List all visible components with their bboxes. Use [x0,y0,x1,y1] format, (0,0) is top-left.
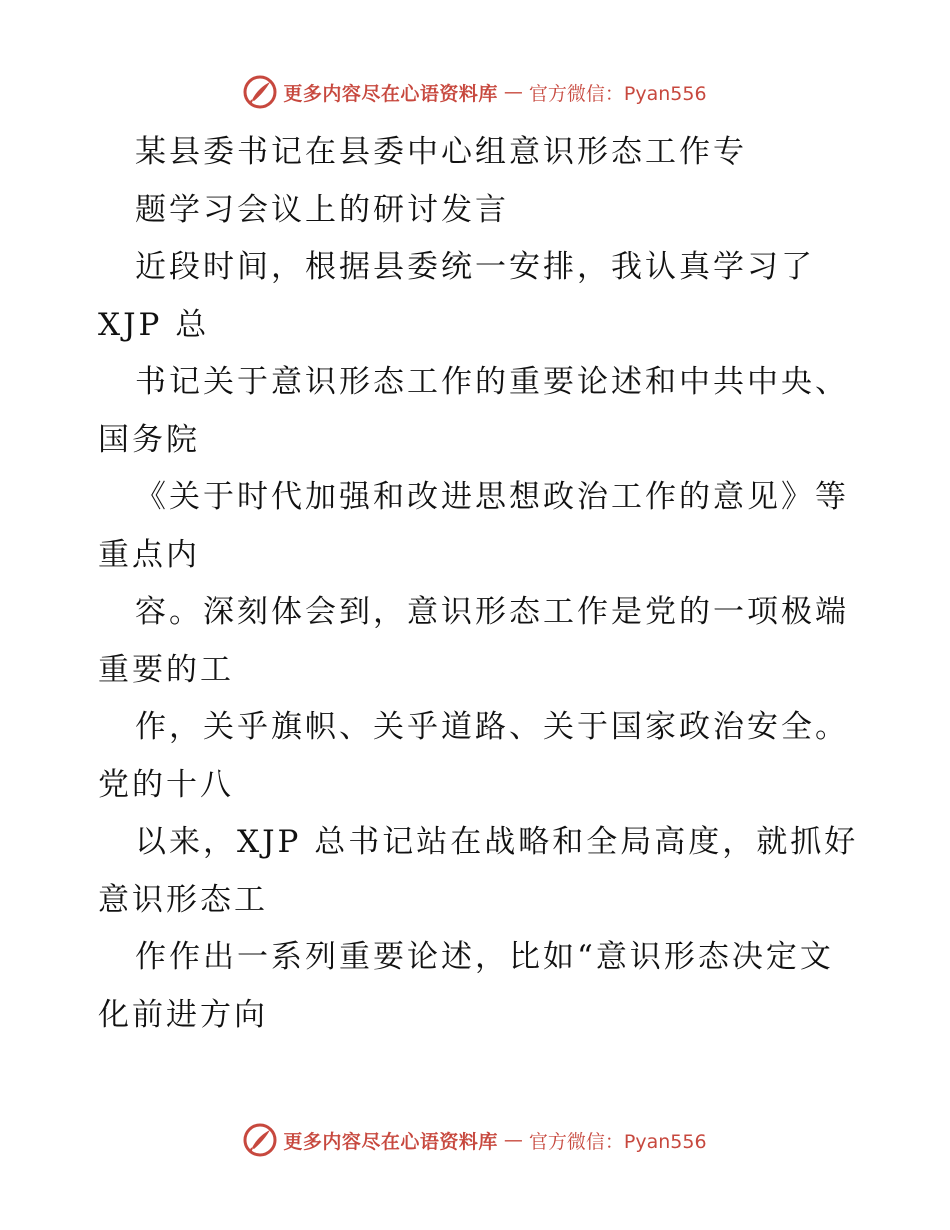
text-line: 书记关于意识形态工作的重要论述和中共中央、 [135,364,849,400]
footer-watermark [0,1120,950,1160]
text-line: 重点内 [98,536,200,573]
text-line: 党的十八 [98,766,234,803]
watermark-text: 更多内容尽在心语资料库 [283,1130,498,1153]
text-line: 某县委书记在县委中心组意识形态工作专 [135,134,747,170]
watermark-separator: — [503,81,523,103]
text-line: XJP 总 [98,306,210,343]
text-line: 国务院 [98,421,200,458]
quill-logo-icon [243,1123,277,1157]
text-line: 容。深刻体会到，意识形态工作是党的一项极端 [135,594,849,630]
watermark-suffix: 官方微信：Pyan556 [528,82,707,105]
header-watermark [0,72,950,112]
watermark-suffix: 官方微信：Pyan556 [528,1130,707,1153]
text-line: 意识形态工 [98,881,268,918]
text-line: 以来，XJP 总书记站在战略和全局高度，就抓好 [135,824,859,860]
text-line: 化前进方向 [98,996,268,1033]
text-line: 近段时间，根据县委统一安排，我认真学习了 [135,249,815,285]
watermark-text: 更多内容尽在心语资料库 [283,82,498,105]
document-body [98,124,858,1044]
text-line: 作，关乎旗帜、关乎道路、关于国家政治安全。 [135,709,849,745]
watermark-separator: — [503,1129,523,1151]
text-line: 作作出一系列重要论述，比如“意识形态决定文 [135,939,834,975]
text-line: 题学习会议上的研讨发言 [135,191,509,228]
quill-logo-icon [243,75,277,109]
text-line: 重要的工 [98,651,234,688]
text-line: 《关于时代加强和改进思想政治工作的意见》等 [135,479,849,515]
